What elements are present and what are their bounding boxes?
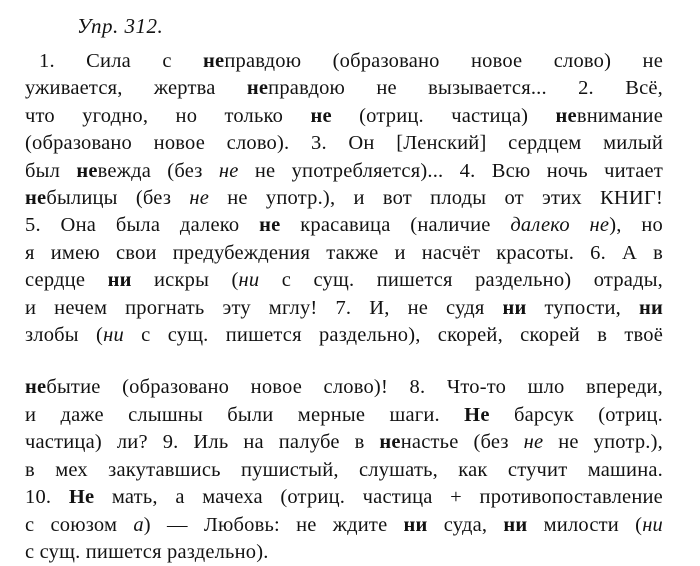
text-segment: частица) ли? 9. Иль на палубе в <box>25 431 380 454</box>
text-segment: 1. Сила с <box>39 50 204 72</box>
text-line <box>25 75 663 102</box>
emphasis-segment: далеко не <box>510 214 610 237</box>
emphasis-segment: не <box>25 187 47 210</box>
text-segment: 5. Она была далеко <box>25 214 260 237</box>
text-line <box>25 539 663 566</box>
text-segment: что угодно, но только <box>25 104 311 127</box>
text-segment: вежда (без <box>97 159 219 182</box>
text-line <box>25 295 663 322</box>
text-line <box>25 374 663 401</box>
text-segment: правдою (образовано новое слово) не <box>224 50 663 72</box>
emphasis-segment: не <box>189 187 210 210</box>
text-segment: с сущ. пишется раздельно). <box>25 540 269 563</box>
text-line <box>25 512 663 539</box>
emphasis-segment: не <box>76 159 98 182</box>
text-line <box>25 322 663 349</box>
text-segment: милости ( <box>527 513 643 536</box>
text-segment: настье (без <box>400 431 524 454</box>
text-segment: с союзом <box>25 513 134 536</box>
text-segment: был <box>25 159 77 182</box>
text-line <box>25 185 663 212</box>
text-segment: с сущ. пишется раздельно) отрады, <box>259 269 663 292</box>
emphasis-segment: не <box>218 159 239 182</box>
text-segment: (отриц. частица) <box>331 104 556 127</box>
text-segment: ), но <box>609 214 663 237</box>
text-segment: не употребляется)... 4. Всю ночь читает <box>238 159 664 182</box>
text-segment: 10. <box>25 486 69 509</box>
text-line <box>25 130 663 157</box>
exercise-title: Упр. 312. <box>77 14 164 38</box>
text-line <box>25 402 663 429</box>
emphasis-segment: не <box>25 376 47 399</box>
text-segment: (образовано новое слово). 3. Он [Ленский] сердцем милый <box>25 132 663 155</box>
text-segment: не употр.), <box>543 431 663 454</box>
emphasis-segment: не <box>246 77 269 100</box>
text-segment: ) — Любовь: не ждите <box>143 513 404 536</box>
text-segment: и даже слышны были мерные шаги. <box>25 403 465 426</box>
emphasis-segment: ни <box>403 513 428 536</box>
text-line <box>25 429 663 456</box>
text-segment: искры ( <box>131 269 239 292</box>
text-blocks <box>25 48 663 566</box>
emphasis-segment: не <box>555 104 577 127</box>
emphasis-segment: ни <box>638 296 663 319</box>
text-segment: сердце <box>25 269 108 292</box>
paragraph-block <box>25 48 663 349</box>
text-segment: былицы (без <box>46 187 190 210</box>
emphasis-segment: ни <box>103 324 124 347</box>
text-segment: злобы ( <box>25 324 104 347</box>
text-segment: мать, а мачеха (отриц. частица + противопоставление <box>94 486 663 509</box>
emphasis-segment: ни <box>503 513 528 536</box>
emphasis-segment: а <box>133 513 144 536</box>
text-segment: внимание <box>576 104 664 127</box>
emphasis-segment: ни <box>642 513 664 536</box>
emphasis-segment: не <box>259 214 281 237</box>
text-segment: уживается, жертва <box>25 77 247 100</box>
emphasis-segment: ни <box>238 269 260 292</box>
emphasis-segment: не <box>203 50 225 72</box>
text-segment: бытие (образовано новое слово)! 8. Что-то шло впереди, <box>46 376 663 399</box>
text-line <box>25 267 663 294</box>
text-segment: с сущ. пишется раздельно), скорей, скорей в твоё <box>123 324 663 347</box>
emphasis-segment: Не <box>68 486 95 509</box>
text-segment: красавица (наличие <box>280 214 511 237</box>
emphasis-segment: не <box>523 431 544 454</box>
paragraph-block <box>25 374 663 566</box>
text-line <box>25 158 663 185</box>
text-segment: правдою не вызывается... 2. Всё, <box>268 77 663 100</box>
emphasis-segment: не <box>379 431 401 454</box>
text-segment: барсук (отриц. <box>489 403 664 426</box>
text-line <box>25 212 663 239</box>
text-line <box>25 484 663 511</box>
text-line <box>25 103 663 130</box>
text-segment: тупости, <box>526 296 639 319</box>
text-segment: не употр.), и вот плоды от этих КНИГ! <box>209 187 663 210</box>
text-segment: в мех закутавшись пушистый, слушать, как стучит машина. <box>25 458 663 481</box>
emphasis-segment: Не <box>464 403 490 426</box>
text-line <box>25 457 663 484</box>
emphasis-segment: ни <box>502 296 527 319</box>
text-line <box>25 48 663 75</box>
text-segment: я имею свои предубеждения также и насчёт красоты. 6. А в <box>25 241 663 264</box>
text-line <box>25 240 663 267</box>
text-segment: суда, <box>427 513 504 536</box>
emphasis-segment: ни <box>107 269 132 292</box>
text-segment: и нечем прогнать эту мглу! 7. И, не судя <box>25 296 503 319</box>
emphasis-segment: не <box>310 104 332 127</box>
